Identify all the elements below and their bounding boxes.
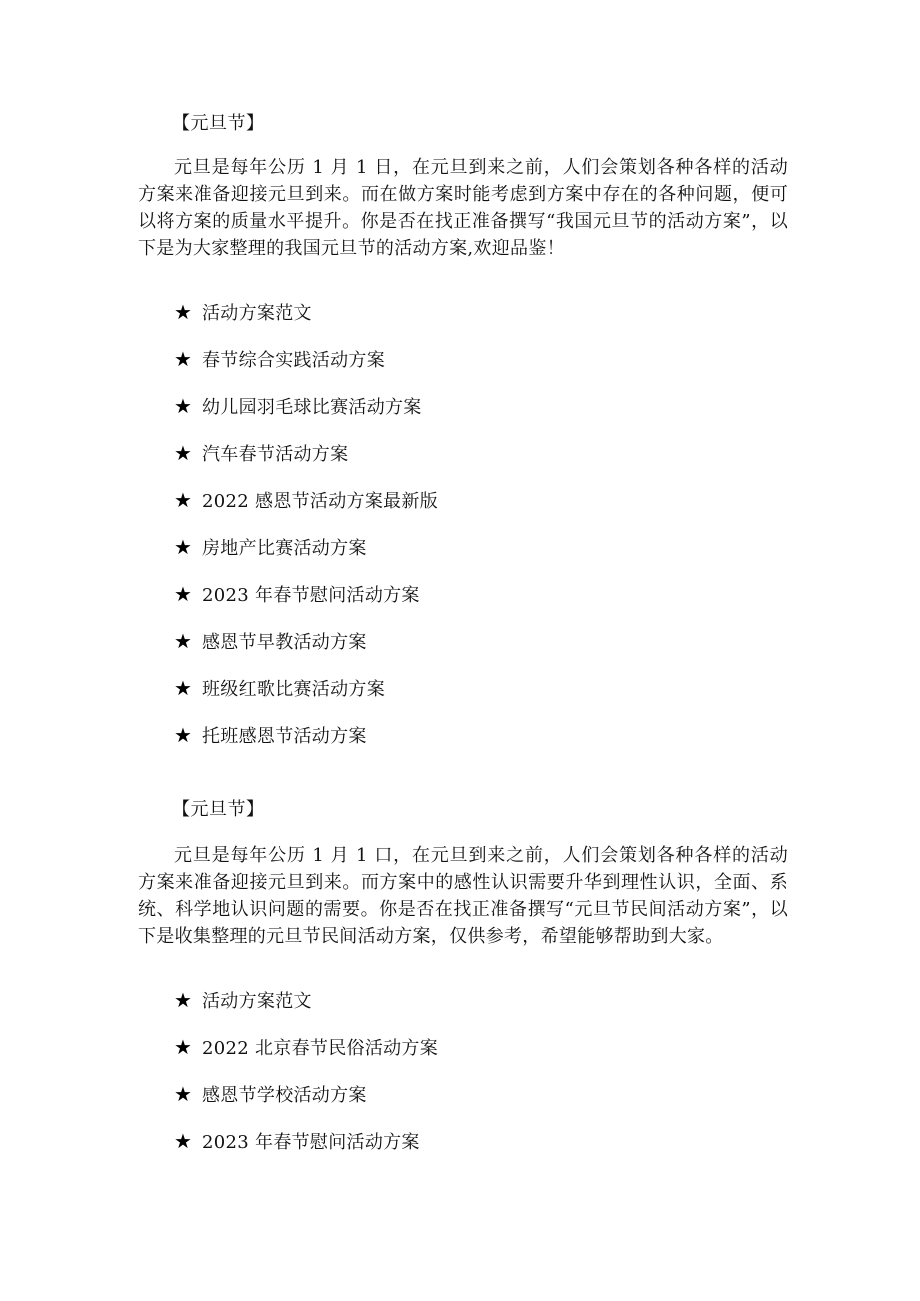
star-icon: ★ — [174, 675, 193, 700]
section-new-year-plans — [138, 111, 788, 758]
star-icon: ★ — [174, 1128, 193, 1153]
list-item[interactable] — [138, 1070, 788, 1117]
intro-paragraph: 元旦是每年公历 1 月 1 口，在元旦到来之前，人们会策划各种各样的活动方案来准备迎接元旦到来。而方案中的感性认识需要升华到理性认识，全面、系统、科学地认识问题的需要。你是否在找正准备撰写“元旦节民间活动方案”，以下是收集整理的元旦节民间活动方案，仅供参考，希望能够帮助到大家。 — [138, 845, 788, 947]
list-item[interactable] — [138, 617, 788, 664]
list-item-label: 活动方案范文 — [202, 990, 312, 1012]
list-item-label: 2023 年春节慰问活动方案 — [202, 584, 420, 606]
section-folk-activity-plans — [138, 797, 788, 1164]
list-item-label: 活动方案范文 — [202, 302, 312, 324]
list-item-label: 汽车春节活动方案 — [202, 443, 349, 465]
star-icon: ★ — [174, 534, 193, 559]
list-item[interactable] — [138, 335, 788, 382]
star-icon: ★ — [174, 987, 193, 1012]
list-item-label: 班级红歌比赛活动方案 — [202, 678, 385, 700]
list-item[interactable] — [138, 1117, 788, 1164]
list-item-label: 2022 感恩节活动方案最新版 — [202, 490, 439, 512]
list-item-label: 感恩节学校活动方案 — [202, 1084, 367, 1106]
star-icon: ★ — [174, 440, 193, 465]
star-icon: ★ — [174, 722, 193, 747]
list-item[interactable] — [138, 664, 788, 711]
section-heading: 【元旦节】 — [172, 799, 265, 820]
list-item-label: 感恩节早教活动方案 — [202, 631, 367, 653]
star-icon: ★ — [174, 299, 193, 324]
list-item[interactable] — [138, 429, 788, 476]
star-icon: ★ — [174, 1081, 193, 1106]
list-item[interactable] — [138, 711, 788, 758]
star-icon: ★ — [174, 581, 193, 606]
list-item[interactable] — [138, 476, 788, 523]
list-item[interactable] — [138, 1023, 788, 1070]
star-icon: ★ — [174, 487, 193, 512]
star-icon: ★ — [174, 1034, 193, 1059]
list-item[interactable] — [138, 976, 788, 1023]
list-item[interactable] — [138, 523, 788, 570]
star-icon: ★ — [174, 393, 193, 418]
list-item[interactable] — [138, 288, 788, 335]
section-heading: 【元旦节】 — [172, 113, 265, 134]
list-item-label: 2023 年春节慰问活动方案 — [202, 1131, 420, 1153]
list-item-label: 托班感恩节活动方案 — [202, 725, 367, 747]
list-item-label: 2022 北京春节民俗活动方案 — [202, 1037, 439, 1059]
plan-link-list — [138, 288, 788, 758]
plan-link-list — [138, 976, 788, 1164]
star-icon: ★ — [174, 628, 193, 653]
list-item-label: 幼儿园羽毛球比赛活动方案 — [202, 396, 422, 418]
star-icon: ★ — [174, 346, 193, 371]
list-item[interactable] — [138, 382, 788, 429]
list-item-label: 房地产比赛活动方案 — [202, 537, 367, 559]
intro-paragraph: 元旦是每年公历 1 月 1 日，在元旦到来之前，人们会策划各种各样的活动方案来准备迎接元旦到来。而在做方案时能考虑到方案中存在的各种问题，便可以将方案的质量水平提升。你是否在找正准备撰写“我国元旦节的活动方案”，以下是为大家整理的我国元旦节的活动方案,欢迎品鉴！ — [138, 157, 788, 259]
list-item-label: 春节综合实践活动方案 — [202, 349, 385, 371]
list-item[interactable] — [138, 570, 788, 617]
